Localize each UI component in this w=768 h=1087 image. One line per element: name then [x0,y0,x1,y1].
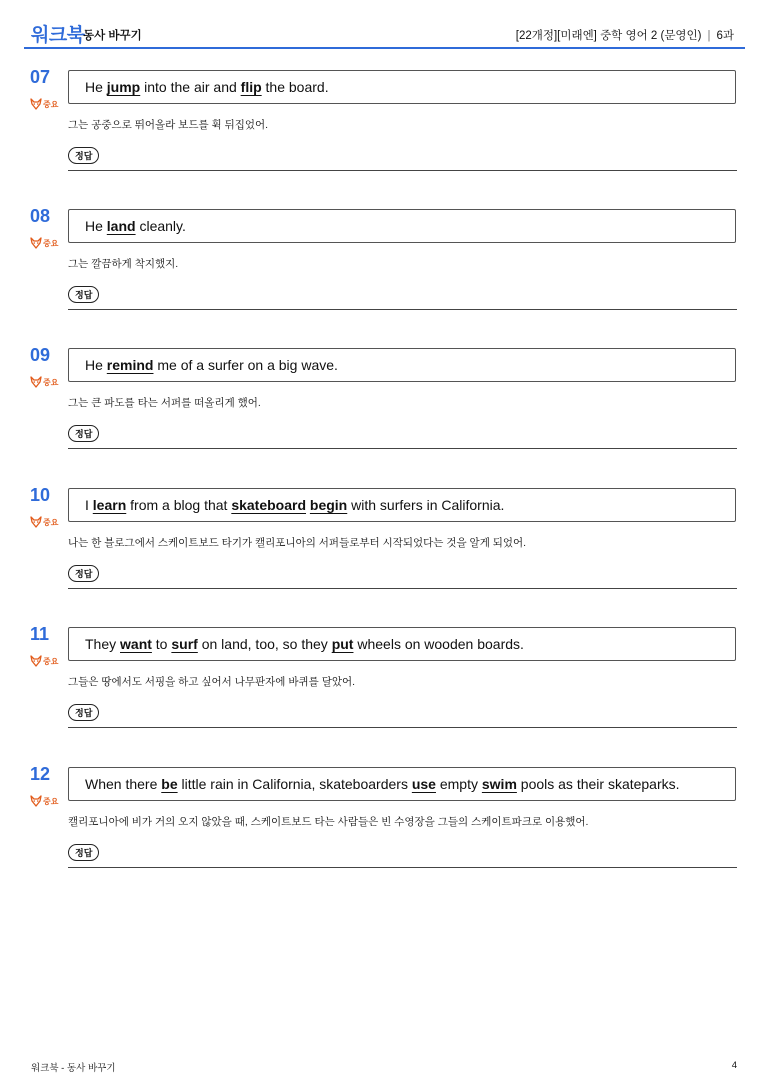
item-number: 12 [30,764,51,784]
sentence-text: on land, too, so they [197,636,332,652]
target-verb: land [106,218,136,234]
course-info [516,27,734,43]
fox-icon [30,237,42,249]
item-number: 08 [30,206,51,226]
korean-translation: 그는 깔끔하게 착지했지. [68,258,179,270]
sentence-box [68,209,736,243]
item-divider [68,170,737,171]
item-divider [68,588,737,589]
target-verb: remind [106,357,154,373]
badge-label: 중요 [43,656,59,666]
header-rule [24,47,745,49]
brand-title: 워크북 [31,25,85,46]
exercise-item [30,764,740,907]
korean-translation: 그는 공중으로 뛰어올라 보드를 휙 뒤집었어. [68,119,269,131]
fox-icon [30,98,42,110]
answer-button[interactable]: 정답 [68,147,99,164]
target-verb: be [161,776,178,792]
badge-label: 중요 [43,99,59,109]
item-number: 10 [30,485,51,505]
sentence-text: from a blog that [126,497,232,513]
sentence-text: wheels on wooden boards. [353,636,524,652]
fox-icon [30,376,42,388]
target-verb: skateboard [231,497,307,513]
sentence-box [68,70,736,104]
answer-button[interactable]: 정답 [68,565,99,582]
important-badge [30,376,58,388]
exercise-item [30,345,740,488]
korean-translation: 그는 큰 파도를 타는 서퍼를 떠올리게 했어. [68,397,261,409]
important-badge [30,98,58,110]
exercise-item [30,624,740,767]
exercise-item [30,485,740,628]
target-verb: begin [309,497,348,513]
important-badge [30,237,58,249]
fox-icon [30,795,42,807]
target-verb: use [411,776,436,792]
page-number: 4 [731,1060,737,1071]
korean-translation: 나는 한 블로그에서 스케이트보드 타기가 캘리포니아의 서퍼들로부터 시작되었다는 것을 알게 되었어. [68,537,527,549]
korean-translation: 그들은 땅에서도 서핑을 하고 싶어서 나무판자에 바퀴를 달았어. [68,676,356,688]
section-subtitle: 동사 바꾸기 [83,30,142,42]
sentence-text: cleanly. [135,218,186,234]
page-header [0,0,768,50]
footer-title: 워크북 - 동사 바꾸기 [31,1063,116,1074]
answer-button[interactable]: 정답 [68,704,99,721]
target-verb: jump [106,79,141,95]
sentence-text: He [85,218,107,234]
fox-icon [30,516,42,528]
lesson-label: 6과 [716,30,734,42]
target-verb: surf [171,636,198,652]
item-number: 07 [30,67,51,87]
fox-icon [30,655,42,667]
sentence-text: the board. [261,79,329,95]
important-badge [30,516,58,528]
header-separator: | [707,30,711,42]
answer-button[interactable]: 정답 [68,286,99,303]
course-title: [22개정][미래엔] 중학 영어 2 (문영인) [515,30,702,42]
sentence-box [68,488,736,522]
sentence-text: into the air and [140,79,241,95]
target-verb: swim [481,776,517,792]
target-verb: flip [240,79,262,95]
sentence-text: pools as their skateparks. [516,776,680,792]
target-verb: learn [92,497,127,513]
item-number: 09 [30,345,51,365]
sentence-text: When there [85,776,162,792]
sentence-text: to [151,636,172,652]
sentence-text: He [85,79,107,95]
sentence-text: I [85,497,93,513]
sentence-text: with surfers in California. [347,497,505,513]
badge-label: 중요 [43,796,59,806]
item-divider [68,448,737,449]
important-badge [30,795,58,807]
item-divider [68,727,737,728]
sentence-box [68,767,736,801]
item-divider [68,867,737,868]
sentence-text: little rain in California, skateboarders [177,776,412,792]
answer-button[interactable]: 정답 [68,425,99,442]
answer-button[interactable]: 정답 [68,844,99,861]
sentence-text: me of a surfer on a big wave. [153,357,338,373]
badge-label: 중요 [43,238,59,248]
important-badge [30,655,58,667]
sentence-text: They [85,636,121,652]
item-number: 11 [30,624,50,644]
sentence-text: empty [435,776,482,792]
target-verb: put [331,636,354,652]
exercise-item [30,206,740,349]
sentence-box [68,348,736,382]
target-verb: want [120,636,152,652]
badge-label: 중요 [43,377,59,387]
badge-label: 중요 [43,517,59,527]
item-divider [68,309,737,310]
sentence-box [68,627,736,661]
korean-translation: 캘리포니아에 비가 거의 오지 않았을 때, 스케이트보드 타는 사람들은 빈 수영장을 그들의 스케이트파크로 이용했어. [68,816,589,828]
exercise-item [30,67,740,210]
sentence-text: He [85,357,107,373]
